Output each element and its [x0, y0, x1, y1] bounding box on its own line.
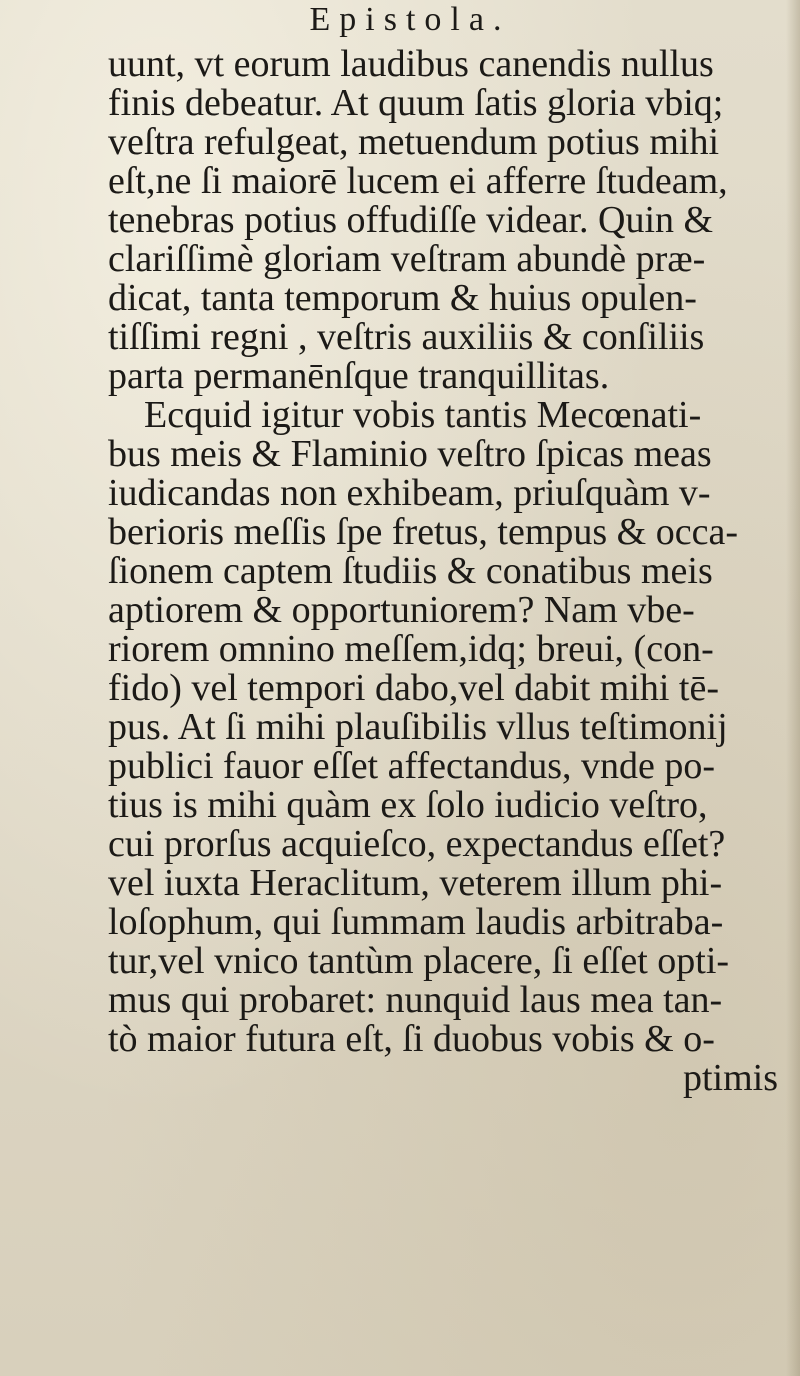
- text-line: clariſſimè gloriam veſtram abundè præ-: [108, 238, 706, 280]
- paragraph-start-line: Ecquid igitur vobis tantis Mecœnati-: [144, 394, 702, 436]
- text-line: ſionem captem ſtudiis & conatibus meis: [108, 550, 713, 592]
- running-head: Epistola.: [309, 1, 511, 38]
- text-line: finis debeatur. At quum ſatis gloria vbiq;: [108, 82, 724, 124]
- text-line: eſt,ne ſi maiorē lucem ei afferre ſtudeam,: [108, 160, 728, 202]
- text-line: tiſſimi regni , veſtris auxiliis & conſiliis: [108, 316, 705, 358]
- text-line: cui prorſus acquieſco, expectandus eſſet?: [108, 823, 726, 865]
- text-line: riorem omnino meſſem,idq; breui, (con-: [108, 628, 714, 670]
- text-line: uunt, vt eorum laudibus canendis nullus: [108, 43, 714, 85]
- text-line: tò maior futura eſt, ſi duobus vobis & o-: [108, 1018, 715, 1060]
- catchword: ptimis: [682, 1057, 778, 1099]
- page-edge-shadow: [786, 0, 800, 1376]
- text-line: vel iuxta Heraclitum, veterem illum phi-: [108, 862, 723, 904]
- text-line: tius is mihi quàm ex ſolo iudicio veſtro,: [108, 784, 708, 826]
- text-line: fido) vel tempori dabo,vel dabit mihi tē-: [108, 667, 720, 709]
- text-line: pus. At ſi mihi plauſibilis vllus teſtimonij: [108, 706, 728, 748]
- text-line: veſtra refulgeat, metuendum potius mihi: [108, 121, 720, 163]
- text-line: bus meis & Flaminio veſtro ſpicas meas: [108, 433, 712, 475]
- text-line: iudicandas non exhibeam, priuſquàm v-: [108, 472, 711, 514]
- text-line: berioris meſſis ſpe fretus, tempus & occa-: [108, 511, 738, 553]
- text-line: parta permanēnſque tranquillitas.: [108, 355, 610, 397]
- text-line: tenebras potius offudiſſe videar. Quin &: [108, 199, 714, 241]
- text-line: mus qui probaret: nunquid laus mea tan-: [108, 979, 723, 1021]
- text-line: tur,vel vnico tantùm placere, ſi eſſet opti-: [108, 940, 730, 982]
- text-line: dicat, tanta temporum & huius opulen-: [108, 277, 697, 319]
- body-text: [108, 45, 788, 1098]
- text-line: publici fauor eſſet affectandus, vnde po-: [108, 745, 716, 787]
- text-line: loſophum, qui ſummam laudis arbitraba-: [108, 901, 724, 943]
- text-line: aptiorem & opportuniorem? Nam vbe-: [108, 589, 695, 631]
